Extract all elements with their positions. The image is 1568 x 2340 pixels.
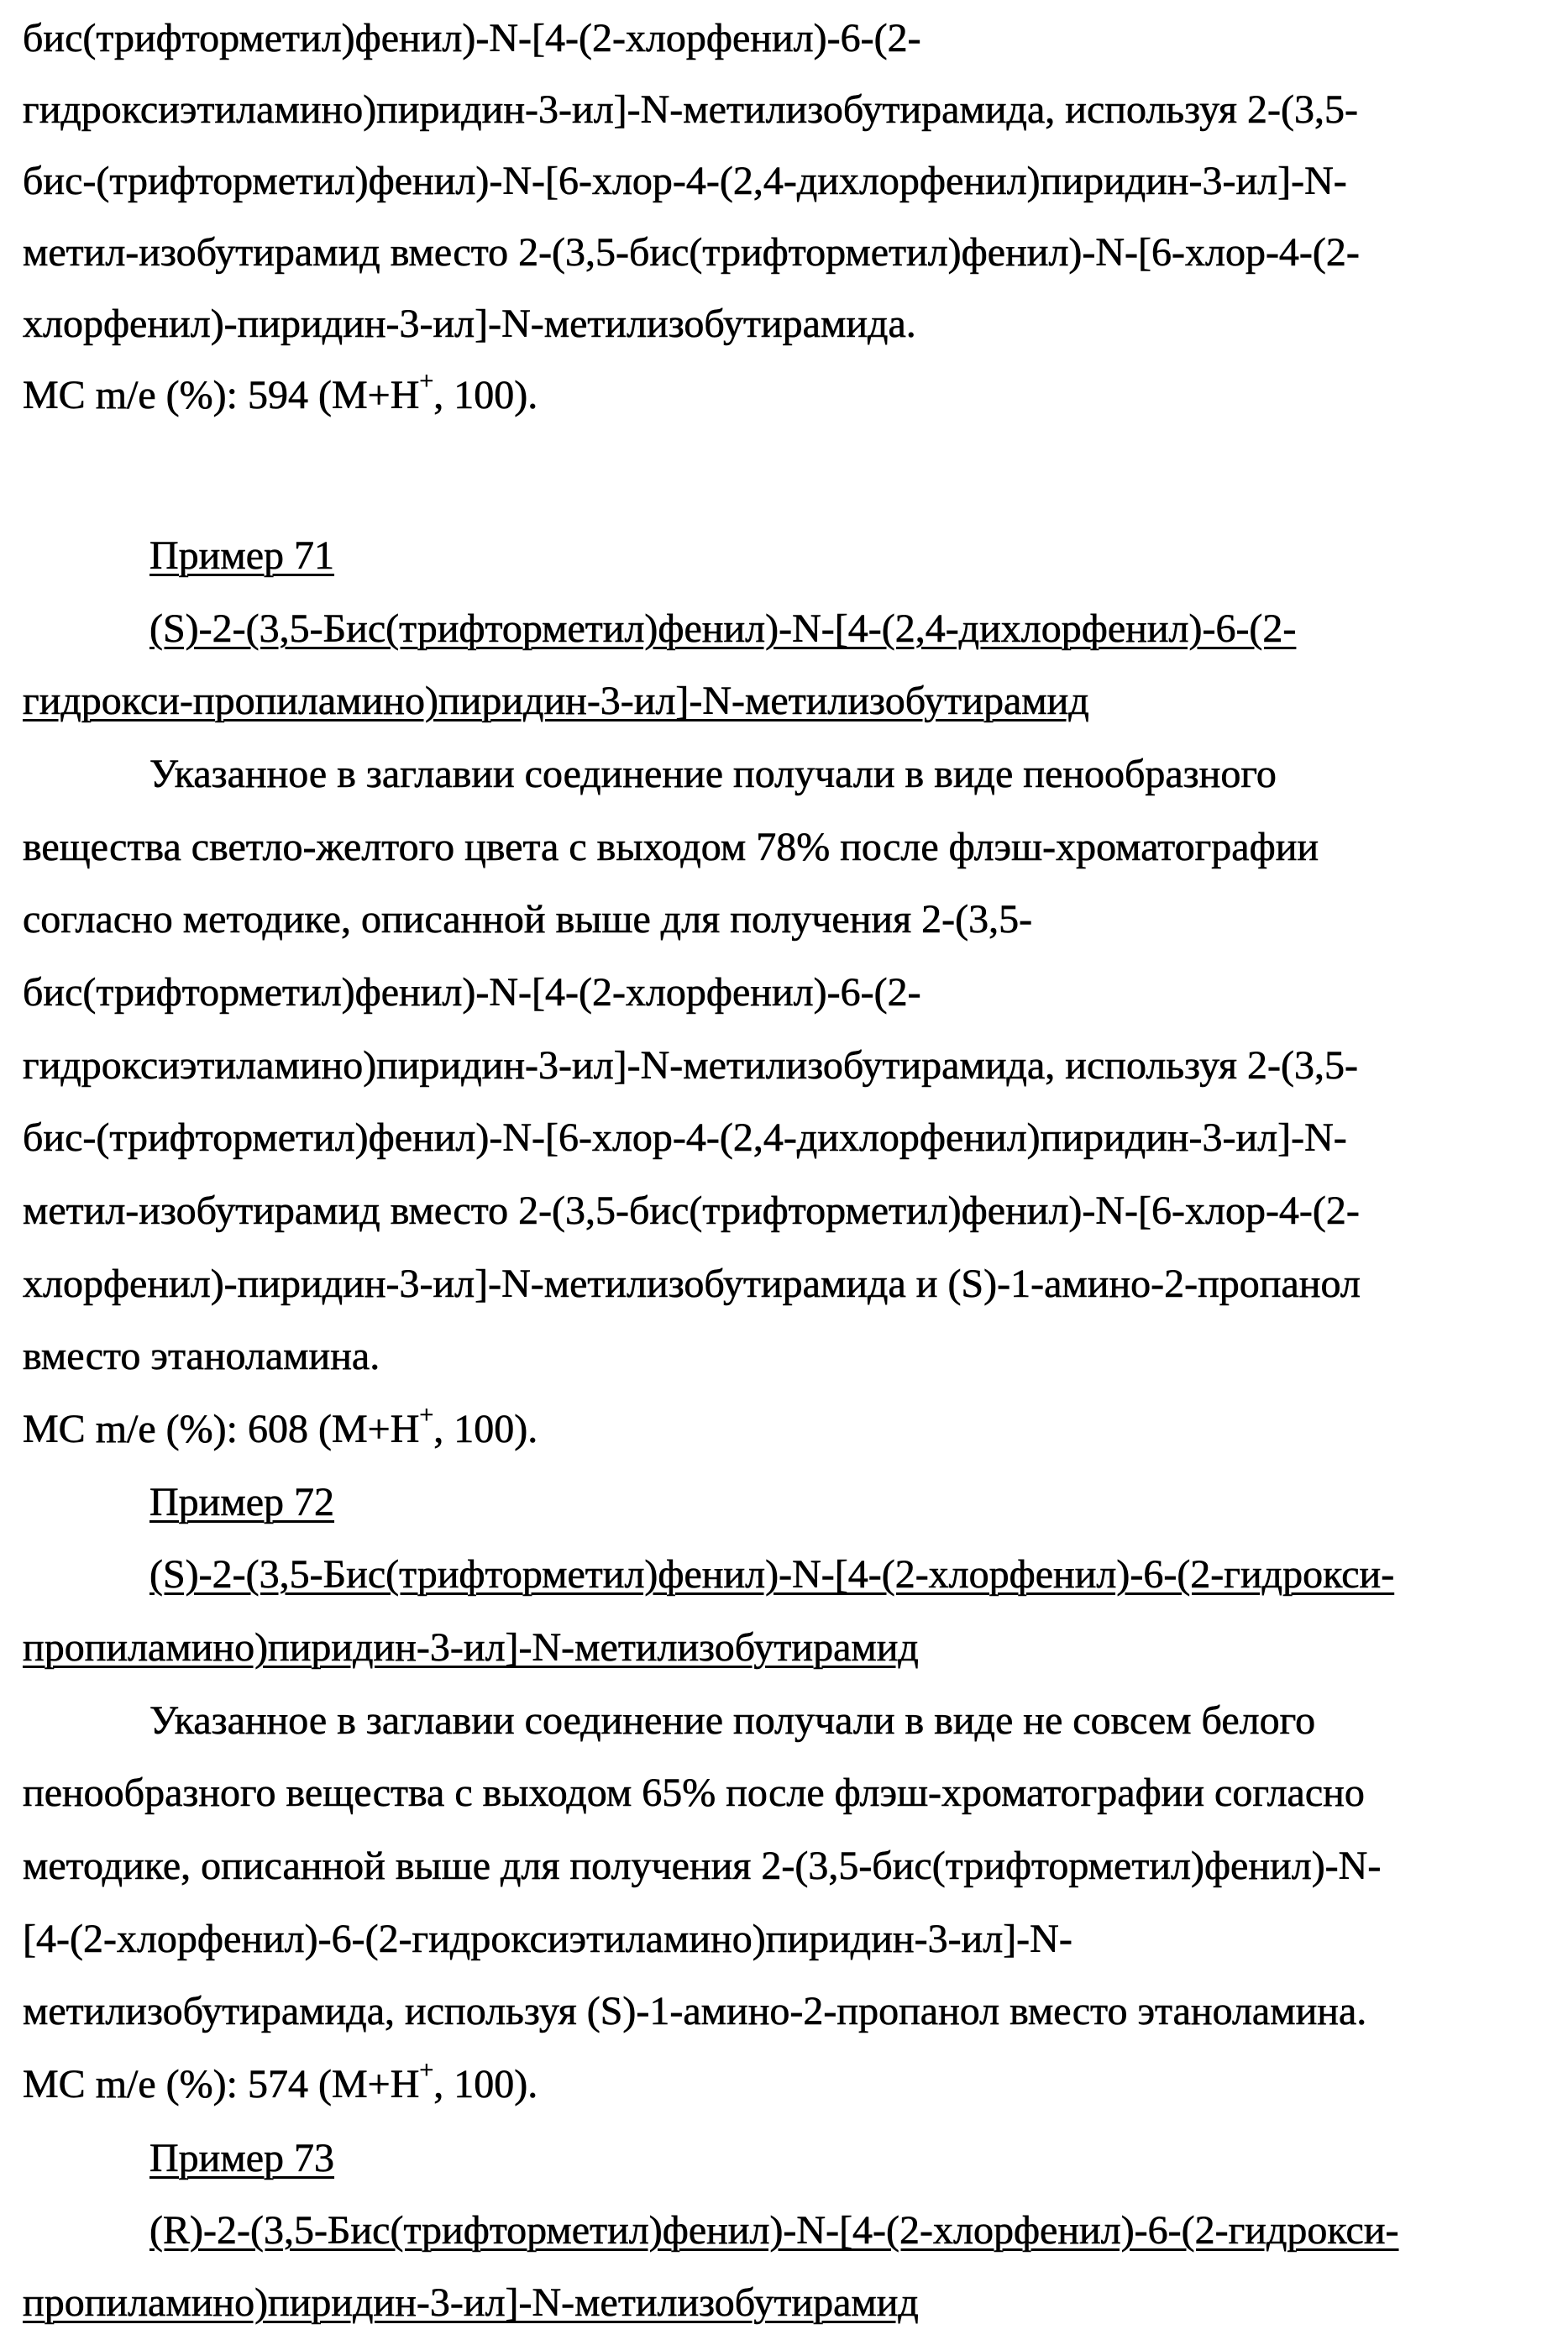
ms-prefix: MC m/e (%): 608 (M+H: [23, 1407, 420, 1451]
compound-title-line: [149, 1541, 1394, 1608]
compound-title-line: [149, 2197, 1399, 2264]
compound-title-line: [23, 1614, 919, 1682]
compound-title-line: [23, 668, 1089, 735]
compound-title-text: гидрокси-пропиламино)пиридин-3-ил]-N-метилизобутирамид: [23, 679, 1089, 723]
example-heading: [149, 2125, 334, 2192]
compound-title-text: (S)-2-(3,5-Бис(трифторметил)фенил)-N-[4-(2,4-дихлорфенил)-6-(2-: [149, 606, 1297, 651]
text-line: метил-изобутирамид вместо 2-(3,5-бис(трифторметил)фенил)-N-[6-хлор-4-(2-: [23, 1188, 1360, 1233]
example-heading: [149, 1469, 334, 1536]
compound-title-line: [23, 2269, 919, 2337]
compound-title-text: (R)-2-(3,5-Бис(трифторметил)фенил)-N-[4-(2-хлорфенил)-6-(2-гидрокси-: [149, 2208, 1399, 2253]
text-line: хлорфенил)-пиридин-3-ил]-N-метилизобутирамида и (S)-1-амино-2-пропанол: [23, 1262, 1361, 1306]
mass-spec-line: [23, 2051, 538, 2118]
text-line: гидроксиэтиламино)пиридин-3-ил]-N-метилизобутирамида, используя 2-(3,5-: [23, 87, 1358, 132]
ms-prefix: MC m/e (%): 594 (M+H: [23, 373, 420, 417]
example-heading-text: Пример 71: [149, 533, 335, 578]
text-line: согласно методике, описанной выше для получения 2-(3,5-: [23, 897, 1033, 942]
text-line: бис(трифторметил)фенил)-N-[4-(2-хлорфенил)-6-(2-: [23, 16, 921, 60]
compound-title-text: пропиламино)пиридин-3-ил]-N-метилизобутирамид: [23, 1625, 919, 1670]
text-line: Указанное в заглавии соединение получали в виде пенообразного: [149, 752, 1277, 796]
example-heading: [149, 522, 334, 590]
text-line: бис(трифторметил)фенил)-N-[4-(2-хлорфенил)-6-(2-: [23, 970, 921, 1015]
text-line: вместо этаноламина.: [23, 1334, 380, 1378]
text-line: метил-изобутирамид вместо 2-(3,5-бис(трифторметил)фенил)-N-[6-хлор-4-(2-: [23, 230, 1360, 275]
text-line: гидроксиэтиламино)пиридин-3-ил]-N-метилизобутирамида, используя 2-(3,5-: [23, 1043, 1358, 1088]
mass-spec-line: [23, 1396, 538, 1463]
text-line: хлорфенил)-пиридин-3-ил]-N-метилизобутирамида.: [23, 302, 916, 346]
compound-title-text: пропиламино)пиридин-3-ил]-N-метилизобутирамид: [23, 2280, 919, 2325]
ms-prefix: MC m/e (%): 574 (M+H: [23, 2062, 420, 2107]
text-line: бис-(трифторметил)фенил)-N-[6-хлор-4-(2,4-дихлорфенил)пиридин-3-ил]-N-: [23, 159, 1347, 203]
example-heading-text: Пример 73: [149, 2136, 335, 2180]
ms-suffix: , 100).: [433, 373, 538, 417]
ms-charge: +: [419, 2056, 434, 2084]
ms-suffix: , 100).: [433, 1407, 538, 1451]
compound-title-text: (S)-2-(3,5-Бис(трифторметил)фенил)-N-[4-(2-хлорфенил)-6-(2-гидрокси-: [149, 1552, 1395, 1597]
compound-title-line: [149, 595, 1296, 663]
ms-charge: +: [419, 367, 434, 395]
text-line: методике, описанной выше для получения 2-(3,5-бис(трифторметил)фенил)-N-: [23, 1844, 1382, 1888]
mass-spec-line: [23, 362, 538, 429]
text-line: Указанное в заглавии соединение получали в виде не совсем белого: [149, 1698, 1316, 1743]
text-line: метилизобутирамида, используя (S)-1-амино-2-пропанол вместо этаноламина.: [23, 1989, 1367, 2033]
text-line: вещества светло-желтого цвета с выходом 78% после флэш-хроматографии: [23, 825, 1319, 869]
example-heading-text: Пример 72: [149, 1480, 335, 1524]
ms-suffix: , 100).: [433, 2062, 538, 2107]
text-line: бис-(трифторметил)фенил)-N-[6-хлор-4-(2,4-дихлорфенил)пиридин-3-ил]-N-: [23, 1115, 1347, 1160]
text-line: пенообразного вещества с выходом 65% после флэш-хроматографии согласно: [23, 1771, 1365, 1815]
ms-charge: +: [419, 1401, 434, 1429]
text-line: [4-(2-хлорфенил)-6-(2-гидроксиэтиламино)пиридин-3-ил]-N-: [23, 1917, 1072, 1961]
